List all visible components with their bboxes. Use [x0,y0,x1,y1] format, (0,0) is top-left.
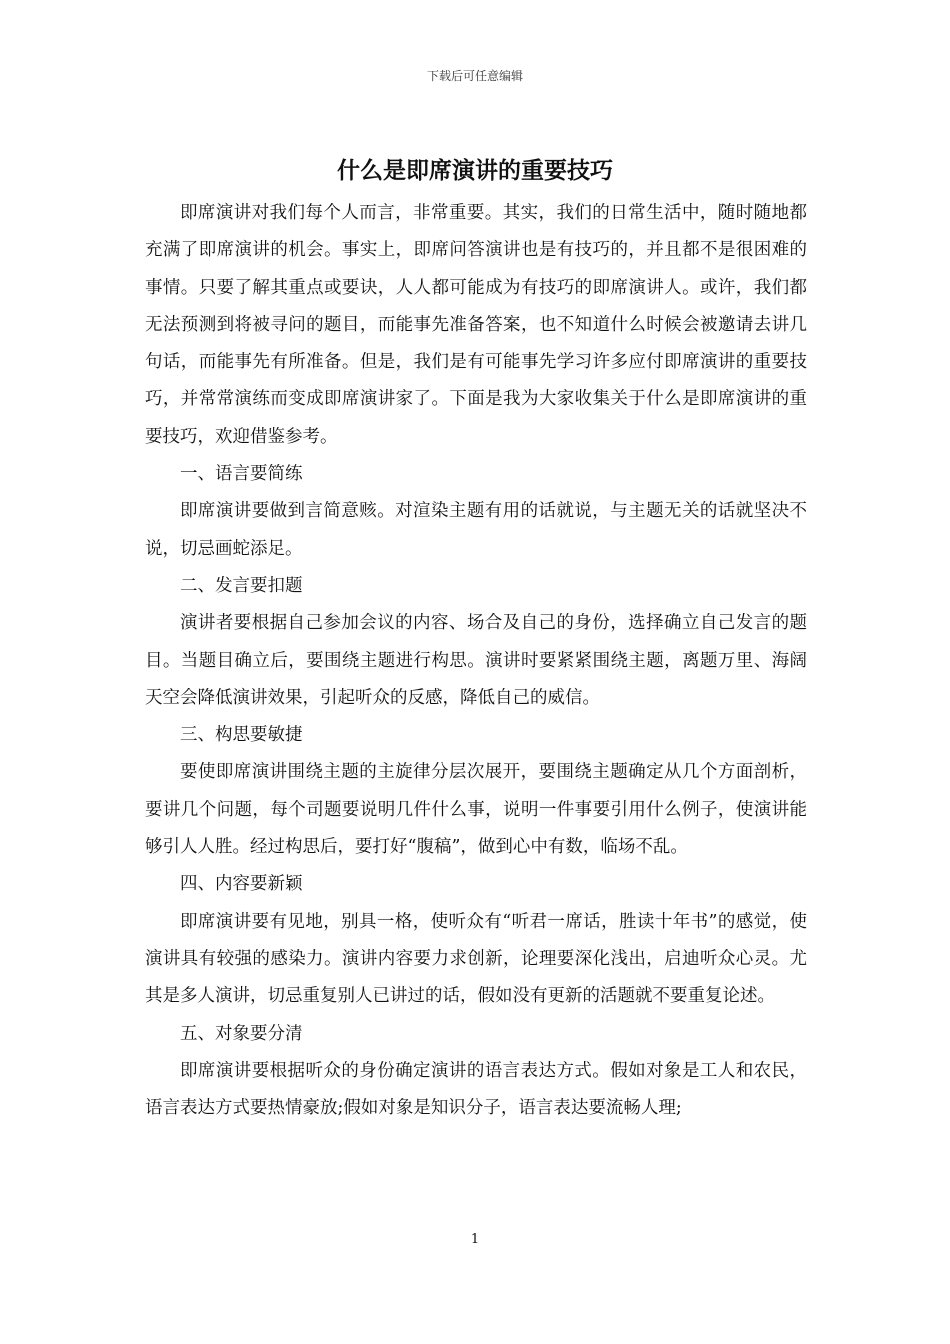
document-body [145,195,807,1127]
section-paragraph-3: 要使即席演讲围绕主题的主旋律分层次展开，要围绕主题确定从几个方面剖析，要讲几个问题，每个司题要说明几件什么事，说明一件事要引用什么例子，使演讲能够引人人胜。经过构思后，要打好“腹稿”，做到心中有数，临场不乱。 [145,762,807,858]
section-heading-1: 一、语言要简练 [180,464,303,485]
section-heading-2: 二、发言要扣题 [180,575,303,596]
header-note: 下载后可任意编辑 [426,69,523,83]
section-paragraph-1: 即席演讲要做到言简意赅。对渲染主题有用的话就说，与主题无关的话就坚决不说，切忌画蛇添足。 [145,501,807,559]
section-paragraph-5: 即席演讲要根据听众的身份确定演讲的语言表达方式。假如对象是工人和农民，语言表达方式要热情豪放;假如对象是知识分子，语言表达要流畅人理; [145,1060,807,1119]
document-title: 什么是即席演讲的重要技巧 [337,157,613,184]
section-paragraph-4: 即席演讲要有见地，别具一格，使听众有“听君一席话，胜读十年书”的感觉，使演讲具有较强的感染力。演讲内容要力求创新，论理要深化浅出，启迪听众心灵。尤其是多人演讲，切忌重复别人已讲过的话，假如没有更新的活题就不要重复论述。 [145,911,807,1007]
section-heading-4: 四、内容要新颖 [180,874,303,895]
section-heading-3: 三、构思要敏捷 [180,725,303,746]
section-paragraph-2: 演讲者要根据自己参加会议的内容、场合及自己的身份，选择确立自己发言的题目。当题目确立后，要围绕主题进行构思。演讲时要紧紧围绕主题，离题万里、海阔天空会降低演讲效果，引起听众的反感，降低自己的威信。 [145,613,807,708]
page-number: 1 [470,1232,480,1247]
intro-paragraph: 即席演讲对我们每个人而言，非常重要。其实，我们的日常生活中，随时随地都充满了即席演讲的机会。事实上，即席问答演讲也是有技巧的，并且都不是很困难的事情。只要了解其重点或要诀，人人都可能成为有技巧的即席演讲人。或许，我们都无法预测到将被寻问的题目，而能事先准备答案，也不知道什么时候会被邀请去讲几句话，而能事先有所准备。但是，我们是有可能事先学习许多应付即席演讲的重要技巧，并常常演练而变成即席演讲家了。下面是我为大家收集关于什么是即席演讲的重要技巧，欢迎借鉴参考。 [145,203,807,447]
section-heading-5: 五、对象要分清 [180,1023,303,1044]
